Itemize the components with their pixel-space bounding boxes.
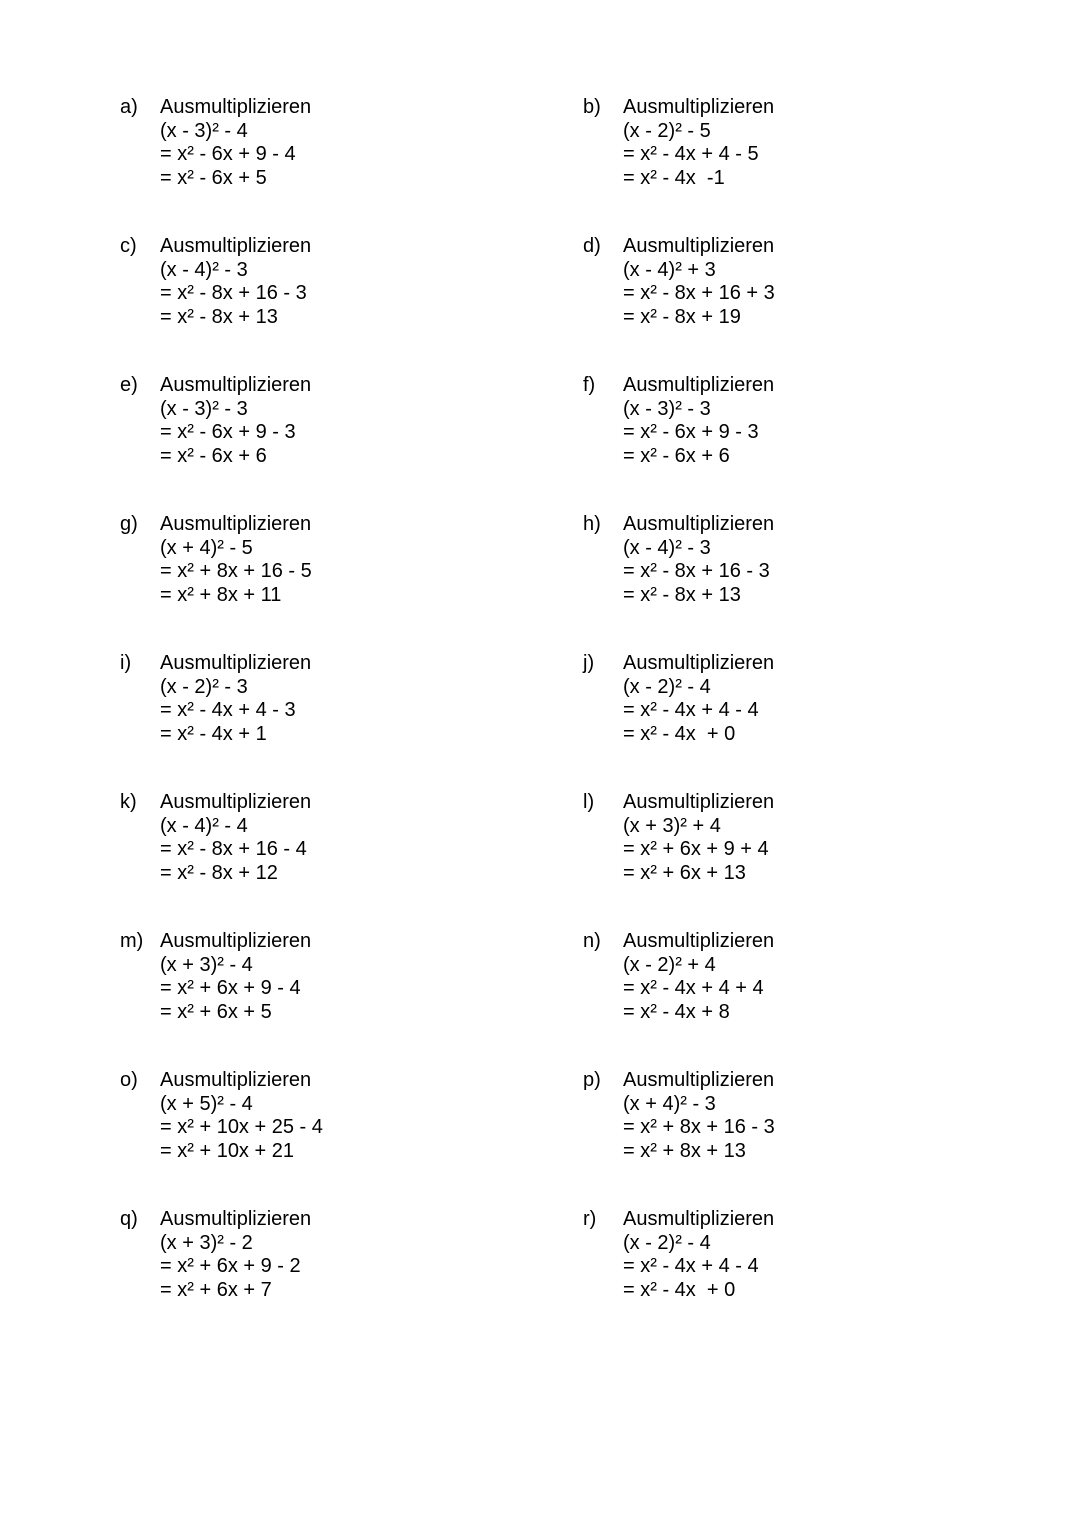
task-letter: b) <box>583 96 601 118</box>
equation-line: (x + 5)² - 4 <box>160 1092 253 1115</box>
task-heading: Ausmultiplizieren <box>623 652 775 674</box>
equation-line: = x² - 8x + 16 + 3 <box>623 282 775 304</box>
equation-line: = x² - 4x + 1 <box>160 722 267 745</box>
task-body <box>160 791 311 885</box>
equation-line: = x² + 8x + 11 <box>160 583 282 606</box>
equation-line: (x + 3)² + 4 <box>623 814 721 837</box>
task-heading: Ausmultiplizieren <box>623 1208 775 1230</box>
equation-line: = x² - 8x + 16 - 3 <box>160 282 307 304</box>
equation-line: (x - 4)² - 3 <box>160 258 248 281</box>
equation-line: = x² - 4x + 4 + 4 <box>623 977 764 999</box>
task-heading: Ausmultiplizieren <box>160 791 312 813</box>
task-heading: Ausmultiplizieren <box>623 513 775 535</box>
task-body <box>160 930 311 1024</box>
equation-line: = x² - 6x + 9 - 3 <box>623 421 759 443</box>
equation-line: (x - 3)² - 3 <box>623 397 711 420</box>
task-heading: Ausmultiplizieren <box>160 513 312 535</box>
task-heading: Ausmultiplizieren <box>623 1069 775 1091</box>
equation-line: = x² - 8x + 16 - 3 <box>623 560 770 582</box>
equation-line: = x² - 8x + 13 <box>160 305 278 328</box>
equation-line: = x² + 6x + 9 - 2 <box>160 1255 301 1277</box>
task-body <box>160 1208 311 1302</box>
equation-line: (x - 2)² - 3 <box>160 675 248 698</box>
task-letter: o) <box>120 1069 138 1091</box>
equation-line: = x² - 8x + 16 - 4 <box>160 838 307 860</box>
equation-line: = x² - 4x + 0 <box>623 722 736 745</box>
equation-line: = x² + 6x + 13 <box>623 861 746 884</box>
task-letter: i) <box>120 652 132 674</box>
equation-line: = x² + 8x + 13 <box>623 1139 746 1162</box>
task-heading: Ausmultiplizieren <box>160 96 312 118</box>
task-letter: n) <box>583 930 601 952</box>
task-body <box>623 1208 774 1302</box>
equation-line: (x - 2)² - 4 <box>623 675 711 698</box>
equation-line: = x² - 6x + 6 <box>160 444 267 467</box>
task-body <box>623 96 774 190</box>
task-heading: Ausmultiplizieren <box>160 1069 312 1091</box>
task-heading: Ausmultiplizieren <box>160 374 312 396</box>
task-heading: Ausmultiplizieren <box>160 930 312 952</box>
task-letter: a) <box>120 96 138 118</box>
equation-line: = x² - 6x + 5 <box>160 166 267 189</box>
equation-line: = x² - 8x + 19 <box>623 305 741 328</box>
equation-line: = x² + 6x + 5 <box>160 1000 272 1023</box>
equation-line: = x² + 6x + 7 <box>160 1278 272 1301</box>
equation-line: = x² - 4x + 4 - 4 <box>623 699 759 721</box>
task-letter: j) <box>583 652 595 674</box>
task-heading: Ausmultiplizieren <box>623 96 775 118</box>
task-letter: h) <box>583 513 601 535</box>
task-letter: m) <box>120 930 144 952</box>
task-letter: r) <box>583 1208 597 1230</box>
task-heading: Ausmultiplizieren <box>623 235 775 257</box>
equation-line: = x² - 6x + 9 - 4 <box>160 143 296 165</box>
task-letter: g) <box>120 513 138 535</box>
equation-line: = x² + 10x + 25 - 4 <box>160 1116 323 1138</box>
equation-line: (x - 2)² - 5 <box>623 119 711 142</box>
task-letter: e) <box>120 374 138 396</box>
equation-line: = x² - 4x + 4 - 5 <box>623 143 759 165</box>
equation-line: (x + 3)² - 2 <box>160 1231 253 1254</box>
equation-line: = x² - 4x + 0 <box>623 1278 736 1301</box>
equation-line: = x² + 8x + 16 - 5 <box>160 560 312 582</box>
equation-line: = x² - 4x + 4 - 3 <box>160 699 296 721</box>
task-letter: c) <box>120 235 137 257</box>
equation-line: (x - 2)² - 4 <box>623 1231 711 1254</box>
equation-line: = x² + 6x + 9 - 4 <box>160 977 301 999</box>
task-body <box>623 374 774 468</box>
task-heading: Ausmultiplizieren <box>160 235 312 257</box>
task-letter: d) <box>583 235 601 257</box>
equation-line: (x - 4)² + 3 <box>623 258 716 281</box>
task-letter: l) <box>583 791 595 813</box>
task-body <box>160 374 311 468</box>
equation-line: = x² - 8x + 12 <box>160 861 278 884</box>
task-body <box>623 652 774 746</box>
task-heading: Ausmultiplizieren <box>623 374 775 396</box>
equation-line: = x² - 6x + 6 <box>623 444 730 467</box>
task-heading: Ausmultiplizieren <box>160 652 312 674</box>
equation-line: (x - 4)² - 3 <box>623 536 711 559</box>
task-heading: Ausmultiplizieren <box>623 791 775 813</box>
equation-line: = x² + 8x + 16 - 3 <box>623 1116 775 1138</box>
task-body <box>623 1069 775 1163</box>
task-letter: q) <box>120 1208 138 1230</box>
equation-line: (x - 4)² - 4 <box>160 814 248 837</box>
task-body <box>160 1069 323 1163</box>
task-body <box>160 96 311 190</box>
equation-line: (x + 4)² - 3 <box>623 1092 716 1115</box>
equation-line: = x² - 4x + 4 - 4 <box>623 1255 759 1277</box>
equation-line: (x + 3)² - 4 <box>160 953 253 976</box>
equation-line: = x² + 6x + 9 + 4 <box>623 838 769 860</box>
equation-line: = x² + 10x + 21 <box>160 1139 294 1162</box>
equation-line: = x² - 8x + 13 <box>623 583 741 606</box>
task-body <box>623 513 774 607</box>
task-letter: f) <box>583 374 596 396</box>
equation-line: (x - 2)² + 4 <box>623 953 716 976</box>
task-heading: Ausmultiplizieren <box>623 930 775 952</box>
equation-line: (x - 3)² - 3 <box>160 397 248 420</box>
task-body <box>623 791 774 885</box>
task-body <box>623 930 774 1024</box>
task-body <box>623 235 775 329</box>
task-heading: Ausmultiplizieren <box>160 1208 312 1230</box>
task-body <box>160 652 311 746</box>
task-letter: p) <box>583 1069 601 1091</box>
task-body <box>160 513 312 607</box>
equation-line: (x - 3)² - 4 <box>160 119 248 142</box>
task-body <box>160 235 311 329</box>
equation-line: = x² - 4x + 8 <box>623 1000 730 1023</box>
task-letter: k) <box>120 791 137 813</box>
equation-line: (x + 4)² - 5 <box>160 536 253 559</box>
equation-line: = x² - 4x -1 <box>623 166 725 189</box>
equation-line: = x² - 6x + 9 - 3 <box>160 421 296 443</box>
